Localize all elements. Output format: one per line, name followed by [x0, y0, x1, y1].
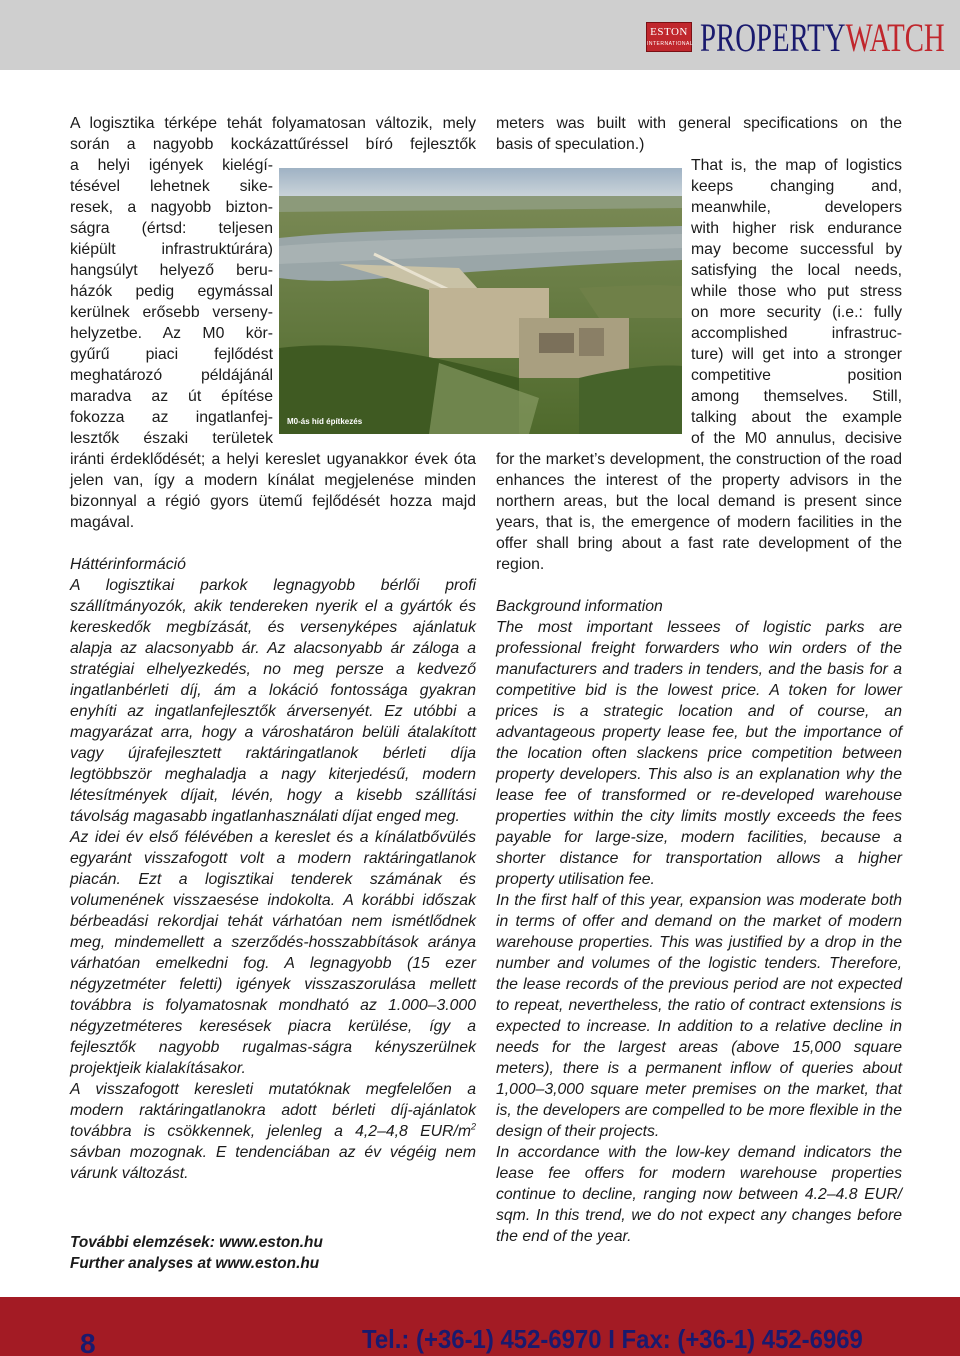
hu-line: során a nagyobb kockázattűréssel bíró fejlesztők: [70, 136, 476, 153]
en-line: meanwhile, developers: [691, 199, 902, 216]
fax-number: Fax: (+36-1) 452-6969: [621, 1324, 863, 1354]
hu-line: kerülnek erősebb verseny-: [70, 304, 273, 321]
contact-separator: I: [608, 1324, 615, 1354]
hu-line: gyűrű piaci fejlődést: [70, 346, 273, 363]
logo-main-text: ESTON: [650, 26, 688, 38]
en-line: talking about the example: [691, 409, 902, 426]
eston-logo: [646, 22, 692, 52]
hu-line: házók pedig egymással: [70, 283, 273, 300]
hu-background-paragraph: A logisztikai parkok legnagyobb bérlői profi szállítmányozók, akik tendereken nyerik el a gyártók és kereskedők megbízását, és versenyképes ajánlatuk alapja az alacsonyabb ár. Az alacsonyabb ár záloga a stratégiai elhelyezkedés, no meg persze a kedvező ingatlanbérleti díj, ám a lokáció fontossága gyakran enyhíti az ingatlanfejlesztők árversenyét. Ez utóbbi a magyarázat arra, hogy a városhatáron belüli átalakított vagy újrafejlesztett raktáringatlanok bérleti díja legtöbbször meghaladja a nagy kiterjedésű, modern létesítmények díjait, lévén, hogy a kisebb szállítási távolság magasabb ingatlanhasználati díjat enged meg.: [70, 577, 476, 825]
en-line: may become successful by: [691, 241, 902, 258]
hu-background-paragraph: [70, 1079, 476, 1184]
en-line: among themselves. Still,: [691, 388, 902, 405]
en-background-paragraph: In accordance with the low-key demand indicators the lease fee offers for modern warehouse properties continue to decline, ranging now between 4.2–4.8 EUR/ sqm. In this trend, we do not expect any changes before the end of the year.: [496, 1144, 902, 1245]
en-background-paragraph: In the first half of this year, expansion was moderate both in terms of offer and demand on the market of modern warehouse properties. This was justified by a drop in the number and volumes of the logistic tenders. Therefore, the lease records of the previous period are not expected to repeat, nevertheless, the ratio of contract extensions is expected to increase. In addition to a relative decline in needs for the largest areas (above 15,000 square meters), there is a permanent inflow of queries about 1,000–3,000 square meter premises on the market, that is, the developers are compelled to be more flexible in the design of their projects.: [496, 892, 902, 1140]
en-intro-rest: for the market’s development, the construction of the road enhances the interest of the property advisors in the northern areas, but the local demand is present since years, that is, the emergence of modern facilities in the offer shall bring about a fast rate development of the region.: [496, 451, 902, 573]
hu-background-paragraph: Az idei év első félévében a kereslet és a kínálatbővülés egyaránt visszafogott volt a modern raktáringatlanok piacán. Ezt a logisztikai tenderek számának és volumenének visszaesése indokolta. A korábbi időszak bérbeadási rekordjai tehát várhatóan nem ismétlődnek meg, mindemellett a szerződés-hosszabbítások aránya várhatóan emelkedni fog. A legnagyobb (15 ezer négyzetméter feletti) igények visszaszorulása mellett továbbra is folyamatosnak mondható az 1.000–3.000 négyzetméteres keresések piacra kerülése, így a fejlesztők nagyobb rugalmas-ságra kényszerülnek projektjeik kialakításakor.: [70, 829, 476, 1077]
en-line: ture) will get into a stronger: [691, 346, 902, 363]
hu-line: A logisztika térképe tehát folyamatosan változik, mely: [70, 115, 476, 132]
hu-line: tésével lehetnek sike-: [70, 178, 273, 195]
phone-number: Tel.: (+36-1) 452-6970: [362, 1324, 602, 1354]
superscript-2: 2: [470, 1121, 476, 1132]
publication-title: [700, 13, 945, 63]
hu-line: lesztők északi területek: [70, 430, 273, 447]
en-line: with higher risk endurance: [691, 220, 902, 237]
right-column-english: [496, 113, 902, 1247]
en-line: accomplished infrastruc-: [691, 325, 902, 342]
en-line: of the M0 annulus, decisive: [691, 430, 902, 447]
en-line: satisfying the local needs,: [691, 262, 902, 279]
hu-intro-rest: iránti érdeklődését; a helyi kereslet ugyanakkor évek óta jelen van, így a modern kínálat megjelenése minden bizonnyal a régió gyors ütemű fejlődését hozza majd magával.: [70, 451, 476, 531]
hu-line: ságra (értsd: teljesen: [70, 220, 273, 237]
hu-line: resek, a nagyobb bizton-: [70, 199, 273, 216]
en-line: on more security (i.e.: fully: [691, 304, 902, 321]
hu-line: meghatározó példájánál: [70, 367, 273, 384]
en-line: keeps changing and,: [691, 178, 902, 195]
hu-p3-text-end: sávban mozognak. E tendenciában az év végéig nem várunk változást.: [70, 1144, 476, 1182]
contact-info: [362, 1324, 863, 1355]
link-hu[interactable]: További elemzések: www.eston.hu: [70, 1234, 323, 1251]
photo-caption: M0-ás híd építkezés: [287, 417, 363, 426]
en-line: competitive position: [691, 367, 902, 384]
title-watch: WATCH: [845, 15, 945, 60]
en-background-heading: Background information: [496, 598, 663, 615]
analysis-links: [70, 1232, 323, 1274]
page-number: 8: [80, 1328, 96, 1356]
hu-line: kiépült infrastruktúrára): [70, 241, 273, 258]
hu-p3-text: A visszafogott keresleti mutatóknak megfelelően a modern raktáringatlanokra adott bérleti díj-ajánlatok továbbra is csökkennek, jelenleg a 4,2–4,8 EUR/m: [70, 1081, 476, 1140]
hu-line: hangsúlyt helyező beru-: [70, 262, 273, 279]
en-line: while those who put stress: [691, 283, 902, 300]
title-property: PROPERTY: [700, 15, 846, 60]
en-line: That is, the map of logistics: [691, 157, 902, 174]
logo-sub-text: INTERNATIONAL: [647, 41, 694, 47]
en-background-paragraph: The most important lessees of logistic parks are professional freight forwarders who win orders of the manufacturers and traders in tenders, and the basis for a competitive bid is the lowest price. A token for lower prices is a strategic location and of course, an advantageous property lease fee, but the importance of the location often slackens price competition between property developers. This also is an explanation why the lease fee of transformed or re-developed warehouse properties within the city limits mostly exceeds the fees payable for large-size, modern facilities, because a shorter distance for transportation allows a higher property utilisation fee.: [496, 619, 902, 888]
en-line: basis of speculation.): [496, 136, 645, 153]
hu-background-heading: Háttérinformáció: [70, 556, 186, 573]
hu-line: a helyi igények kielégí-: [70, 157, 273, 174]
hu-line: maradva az út építése: [70, 388, 273, 405]
hu-line: fokozza az ingatlanfej-: [70, 409, 273, 426]
en-line: meters was built with general specifications on the: [496, 115, 902, 132]
hu-line: helyzetbe. Az M0 kör-: [70, 325, 273, 342]
link-en[interactable]: Further analyses at www.eston.hu: [70, 1255, 320, 1272]
